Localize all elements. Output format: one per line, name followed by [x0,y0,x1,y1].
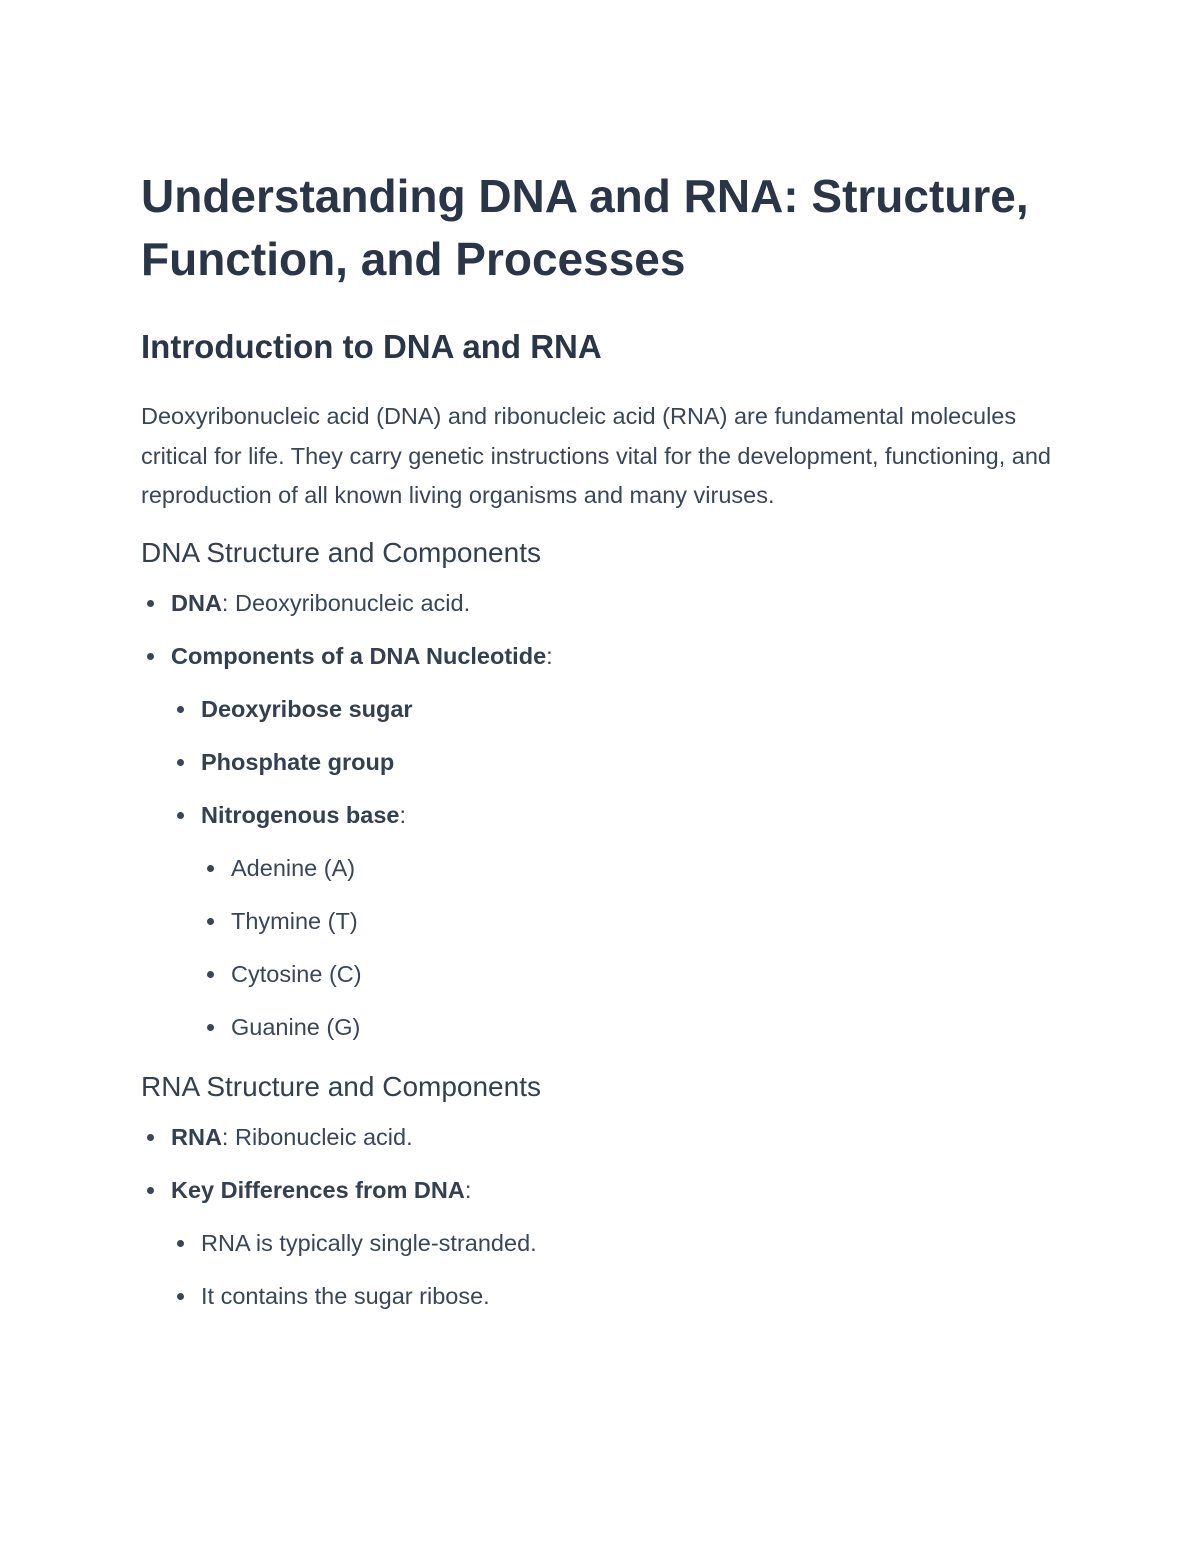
list-item [201,1228,1071,1258]
components-list [171,694,1071,1042]
list-item [231,853,1071,883]
list-item [171,588,1071,618]
definition-rna: : Ribonucleic acid. [221,1123,413,1150]
component-base: Nitrogenous base [201,801,400,828]
bullet-icon [177,1293,184,1300]
bullet-icon [207,865,214,872]
base-adenine: Adenine (A) [231,854,356,881]
bullet-icon [147,600,154,607]
bullet-icon [207,971,214,978]
bullet-icon [177,759,184,766]
component-phosphate: Phosphate group [201,748,395,775]
bullet-icon [177,812,184,819]
term-suffix: : [399,801,407,828]
bullet-icon [207,918,214,925]
bullet-icon [177,706,184,713]
list-item [171,1122,1071,1152]
bullet-icon [147,1187,154,1194]
bases-list [201,853,1071,1042]
list-item [231,1012,1071,1042]
rna-list [141,1122,1071,1311]
bullet-icon [147,653,154,660]
term-suffix: : [546,642,553,669]
list-item [201,800,1071,1042]
term-components: Components of a DNA Nucleotide [171,642,547,669]
bullet-icon [207,1024,214,1031]
difference-single-stranded: RNA is typically single-stranded. [201,1229,537,1256]
list-item [231,906,1071,936]
dna-list [141,588,1071,1042]
list-item [171,641,1071,1042]
definition-dna: : Deoxyribonucleic acid. [221,589,471,616]
list-item [231,959,1071,989]
intro-paragraph: Deoxyribonucleic acid (DNA) and ribonucleic acid (RNA) are fundamental molecules critical for life. They carry genetic instructions vital for the development, functioning, and reproduction of all known living organisms and many viruses. [141,403,1051,508]
base-thymine: Thymine (T) [231,907,358,934]
bullet-icon [147,1134,154,1141]
component-sugar: Deoxyribose sugar [201,695,413,722]
document-title: Understanding DNA and RNA: Structure, Function, and Processes [141,170,1029,285]
dna-section-heading: DNA Structure and Components [141,536,541,568]
list-item [201,1281,1071,1311]
list-item [201,694,1071,724]
difference-ribose: It contains the sugar ribose. [201,1282,490,1309]
term-differences: Key Differences from DNA [171,1176,465,1203]
rna-section-heading: RNA Structure and Components [141,1070,541,1102]
term-suffix: : [464,1176,472,1203]
term-dna: DNA [171,589,222,616]
intro-heading: Introduction to DNA and RNA [141,328,602,365]
list-item [171,1175,1071,1311]
base-cytosine: Cytosine (C) [231,960,362,987]
term-rna: RNA [171,1123,222,1150]
bullet-icon [177,1240,184,1247]
base-guanine: Guanine (G) [231,1013,361,1040]
document-page [141,165,1071,1311]
differences-list [171,1228,1071,1311]
list-item [201,747,1071,777]
